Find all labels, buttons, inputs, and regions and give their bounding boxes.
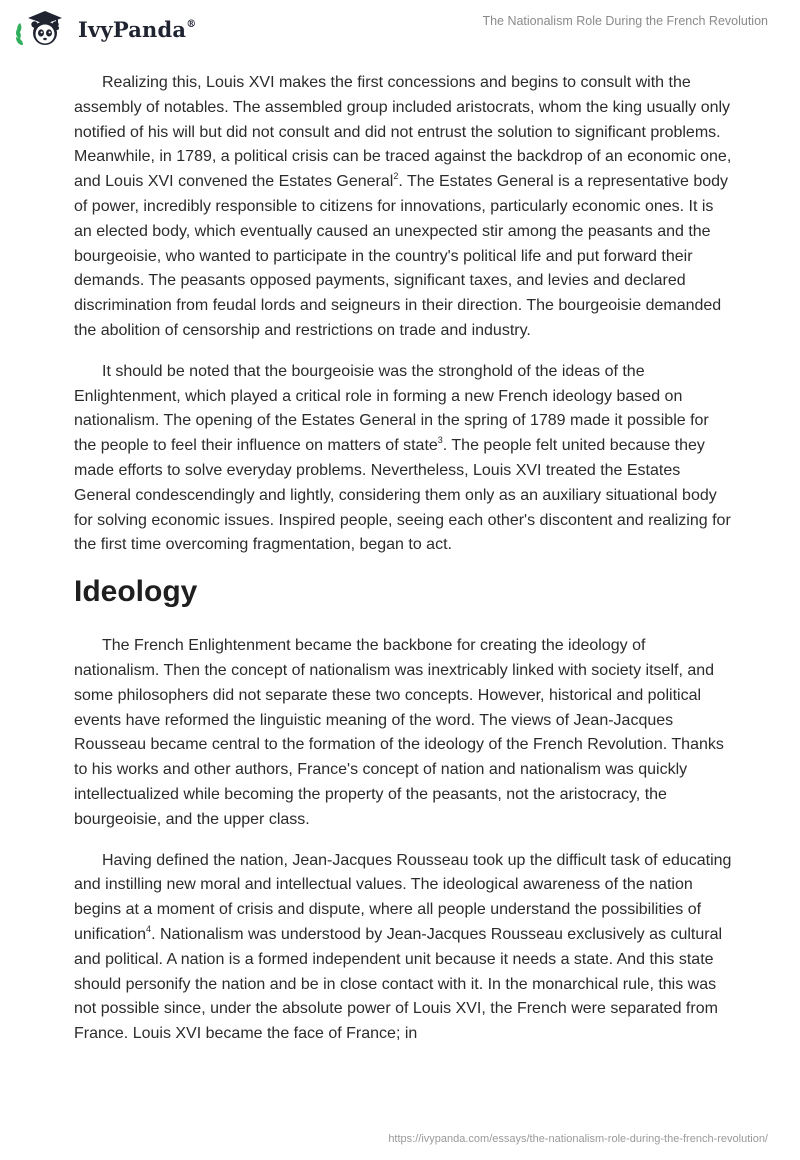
paragraph: Realizing this, Louis XVI makes the first concessions and begins to consult with the assembly of notables. The assembled group included aristocrats, whom the king usually only notified of his will but did not consult and did not entrust the solution to significant problems. Meanwhile, in 1789, a political crisis can be traced against the backdrop of an economic one, and Louis XVI convened the Estates General$^2$. The Estates General is a representative body of power, incredibly responsible to citizens for innovations, particularly economic ones. It is an elected body, which eventually caused an unexpected stir among the peasants and the bourgeoisie, who wanted to participate in the country's political life and put forward their demands. The peasants opposed payments, significant taxes, and levies and declared discrimination from feudal lords and seigneurs in their direction. The bourgeoisie demanded the abolition of censorship and restrictions on trade and industry. [74,74,732,339]
page-header [0,0,800,60]
essay-body [74,71,734,1063]
source-url[interactable]: https://ivypanda.com/essays/the-nationalism-role-during-the-french-revolution/ [388,1133,768,1145]
paragraph: The French Enlightenment became the backbone for creating the ideology of nationalism. Then the concept of nationalism was inextricably linked with society itself, and some philosophers did not separate these two concepts. However, historical and political events have reformed the linguistic meaning of the word. The views of Jean-Jacques Rousseau became central to the formation of the ideology of the French Revolution. Thanks to his works and other authors, France's concept of nation and nationalism was quickly intellectualized while becoming the property of the peasants, not the aristocracy, the bourgeoisie, and the upper class. [74,637,724,828]
section-heading: Ideology [74,575,198,609]
document-title: The Nationalism Role During the French Revolution [482,14,768,28]
brand-name: IvyPanda® [78,16,197,42]
footnote-ref[interactable]: 2 [393,171,399,182]
panda-graduate-icon [14,9,72,49]
paragraph: It should be noted that the bourgeoisie was the stronghold of the ideas of the Enlightenment, which played a critical role in forming a new French ideology based on nationalism. The opening of the Estates General in the spring of 1789 made it possible for the people to feel their influence on matters of state$^3$. The people felt united because they made efforts to solve everyday problems. Nevertheless, Louis XVI treated the Estates General condescendingly and lightly, considering them only as an auxiliary situational body for solving economic issues. Inspired people, seeing each other's discontent and realizing for the first time overcoming fragmentation, began to act. [74,362,731,554]
footnote-ref[interactable]: 4 [146,923,152,934]
paragraph: Having defined the nation, Jean-Jacques Rousseau took up the difficult task of educating and instilling new moral and intellectual values. The ideological awareness of the nation begins at a moment of crisis and dispute, where all people understand the possibilities of unification$^4$. Nationalism was understood by Jean-Jacques Rousseau exclusively as cultural and political. A nation is a formed independent unit because it needs a state. And this state should personify the nation and be in close contact with it. In the monarchical rule, this was not possible since, under the absolute power of Louis XVI, the French were separated from France. Louis XVI became the face of France; in [74,851,732,1043]
ivypanda-logo[interactable] [14,9,196,49]
footnote-ref[interactable]: 3 [437,435,443,446]
